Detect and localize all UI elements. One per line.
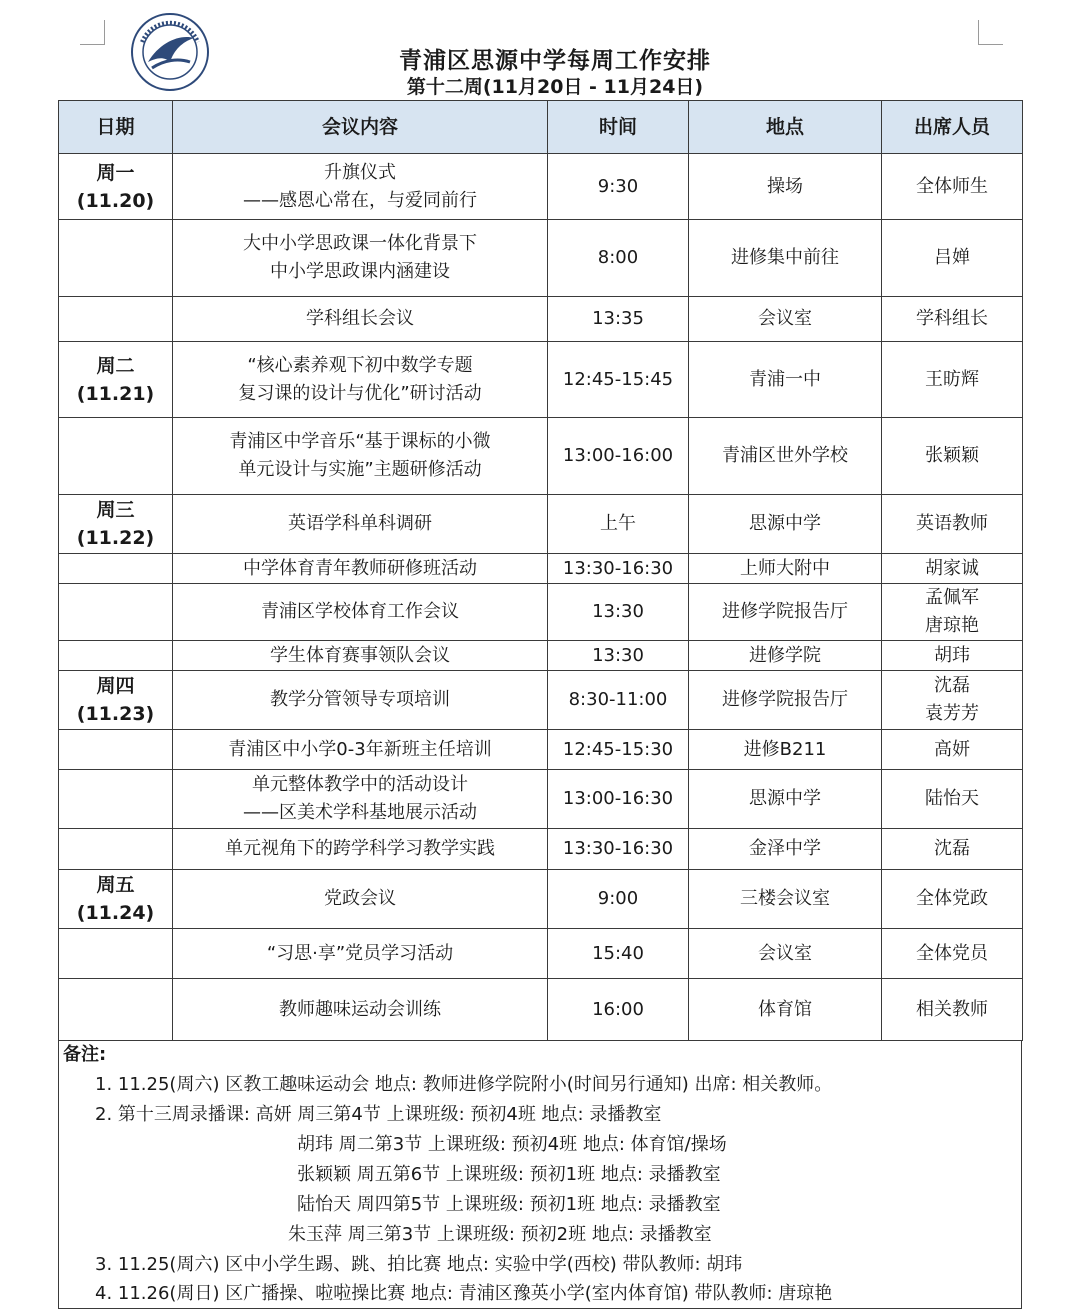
content-cell: 升旗仪式 ——感恩心常在，与爱同前行	[173, 154, 548, 220]
day-cell: 周四 (11.23)	[59, 671, 173, 730]
content-cell: “核心素养观下初中数学专题 复习课的设计与优化”研讨活动	[173, 342, 548, 418]
place-cell: 上师大附中	[689, 554, 882, 584]
header-content: 会议内容	[173, 101, 548, 154]
attendee-cell: 王昉辉	[882, 342, 1023, 418]
header-place: 地点	[689, 101, 882, 154]
note-item: 3. 11.25(周六) 区中小学生踢、跳、拍比赛 地点: 实验中学(西校) 带队教师: 胡玮	[95, 1254, 743, 1275]
content-cell: 中学体育青年教师研修班活动	[173, 554, 548, 584]
time-cell: 15:40	[548, 929, 689, 979]
content-cell: “习思·享”党员学习活动	[173, 929, 548, 979]
table-header-row	[59, 101, 1023, 154]
content-cell: 单元整体教学中的活动设计 ——区美术学科基地展示活动	[173, 770, 548, 829]
table-row	[59, 342, 1023, 418]
place-cell: 操场	[689, 154, 882, 220]
time-cell: 9:00	[548, 870, 689, 929]
note-item: 4. 11.26(周日) 区广播操、啦啦操比赛 地点: 青浦区豫英小学(室内体育馆) 带队教师: 唐琼艳	[95, 1283, 833, 1304]
table-row	[59, 297, 1023, 342]
attendee-cell: 沈磊	[882, 829, 1023, 870]
day-cell	[59, 730, 173, 770]
table-row	[59, 870, 1023, 929]
day-cell	[59, 297, 173, 342]
place-cell: 会议室	[689, 297, 882, 342]
table-row	[59, 979, 1023, 1041]
table-row	[59, 495, 1023, 554]
day-cell	[59, 929, 173, 979]
table-row	[59, 418, 1023, 495]
time-cell: 13:00-16:30	[548, 770, 689, 829]
time-cell: 9:30	[548, 154, 689, 220]
attendee-cell: 沈磊 袁芳芳	[882, 671, 1023, 730]
content-cell: 青浦区中小学0-3年新班主任培训	[173, 730, 548, 770]
note-item: 朱玉萍 周三第3节 上课班级: 预初2班 地点: 录播教室	[288, 1224, 712, 1245]
place-cell: 进修集中前往	[689, 220, 882, 297]
schedule-table	[58, 100, 1023, 1041]
place-cell: 三楼会议室	[689, 870, 882, 929]
attendee-cell: 陆怡天	[882, 770, 1023, 829]
attendee-cell: 吕婵	[882, 220, 1023, 297]
time-cell: 13:30	[548, 584, 689, 641]
attendee-cell: 全体师生	[882, 154, 1023, 220]
day-cell: 周二 (11.21)	[59, 342, 173, 418]
table-row	[59, 220, 1023, 297]
header-date: 日期	[59, 101, 173, 154]
attendee-cell: 张颖颖	[882, 418, 1023, 495]
attendee-cell: 全体党员	[882, 929, 1023, 979]
day-cell	[59, 641, 173, 671]
place-cell: 进修B211	[689, 730, 882, 770]
note-item: 1. 11.25(周六) 区教工趣味运动会 地点: 教师进修学院附小(时间另行通知) 出席: 相关教师。	[95, 1074, 833, 1095]
attendee-cell: 胡玮	[882, 641, 1023, 671]
time-cell: 12:45-15:30	[548, 730, 689, 770]
time-cell: 8:30-11:00	[548, 671, 689, 730]
place-cell: 体育馆	[689, 979, 882, 1041]
note-item: 胡玮 周二第3节 上课班级: 预初4班 地点: 体育馆/操场	[297, 1134, 727, 1155]
time-cell: 13:30	[548, 641, 689, 671]
time-cell: 16:00	[548, 979, 689, 1041]
content-cell: 学科组长会议	[173, 297, 548, 342]
place-cell: 金泽中学	[689, 829, 882, 870]
page-subtitle: 第十二周(11月20日 - 11月24日)	[406, 76, 704, 98]
attendee-cell: 高妍	[882, 730, 1023, 770]
place-cell: 会议室	[689, 929, 882, 979]
content-cell: 学生体育赛事领队会议	[173, 641, 548, 671]
day-cell: 周五 (11.24)	[59, 870, 173, 929]
content-cell: 单元视角下的跨学科学习教学实践	[173, 829, 548, 870]
content-cell: 教师趣味运动会训练	[173, 979, 548, 1041]
content-cell: 教学分管领导专项培训	[173, 671, 548, 730]
table-row	[59, 829, 1023, 870]
attendee-cell: 全体党政	[882, 870, 1023, 929]
day-cell	[59, 418, 173, 495]
header-time: 时间	[548, 101, 689, 154]
place-cell: 进修学院报告厅	[689, 671, 882, 730]
day-cell	[59, 220, 173, 297]
time-cell: 13:00-16:00	[548, 418, 689, 495]
content-cell: 青浦区学校体育工作会议	[173, 584, 548, 641]
note-item: 陆怡天 周四第5节 上课班级: 预初1班 地点: 录播教室	[297, 1194, 721, 1215]
time-cell: 上午	[548, 495, 689, 554]
place-cell: 进修学院报告厅	[689, 584, 882, 641]
time-cell: 13:30-16:30	[548, 554, 689, 584]
content-cell: 青浦区中学音乐“基于课标的小微 单元设计与实施”主题研修活动	[173, 418, 548, 495]
attendee-cell: 孟佩军 唐琼艳	[882, 584, 1023, 641]
content-cell: 党政会议	[173, 870, 548, 929]
place-cell: 进修学院	[689, 641, 882, 671]
day-cell	[59, 554, 173, 584]
time-cell: 8:00	[548, 220, 689, 297]
attendee-cell: 相关教师	[882, 979, 1023, 1041]
time-cell: 13:30-16:30	[548, 829, 689, 870]
table-row	[59, 554, 1023, 584]
day-cell	[59, 584, 173, 641]
attendee-cell: 英语教师	[882, 495, 1023, 554]
note-item: 2. 第十三周录播课: 高妍 周三第4节 上课班级: 预初4班 地点: 录播教室	[95, 1104, 662, 1125]
content-cell: 大中小学思政课一体化背景下 中小学思政课内涵建设	[173, 220, 548, 297]
day-cell	[59, 829, 173, 870]
place-cell: 青浦一中	[689, 342, 882, 418]
day-cell: 周一 (11.20)	[59, 154, 173, 220]
place-cell: 思源中学	[689, 770, 882, 829]
place-cell: 青浦区世外学校	[689, 418, 882, 495]
notes-section	[58, 1040, 1022, 1309]
page-title: 青浦区思源中学每周工作安排	[399, 48, 711, 74]
day-cell: 周三 (11.22)	[59, 495, 173, 554]
table-row	[59, 154, 1023, 220]
table-row	[59, 641, 1023, 671]
header-attendees: 出席人员	[882, 101, 1023, 154]
table-row	[59, 730, 1023, 770]
day-cell	[59, 770, 173, 829]
content-cell: 英语学科单科调研	[173, 495, 548, 554]
table-row	[59, 929, 1023, 979]
attendee-cell: 学科组长	[882, 297, 1023, 342]
place-cell: 思源中学	[689, 495, 882, 554]
table-row	[59, 770, 1023, 829]
time-cell: 12:45-15:45	[548, 342, 689, 418]
attendee-cell: 胡家诚	[882, 554, 1023, 584]
notes-heading: 备注:	[63, 1044, 107, 1065]
day-cell	[59, 979, 173, 1041]
table-row	[59, 671, 1023, 730]
time-cell: 13:35	[548, 297, 689, 342]
table-row	[59, 584, 1023, 641]
note-item: 张颖颖 周五第6节 上课班级: 预初1班 地点: 录播教室	[297, 1164, 721, 1185]
